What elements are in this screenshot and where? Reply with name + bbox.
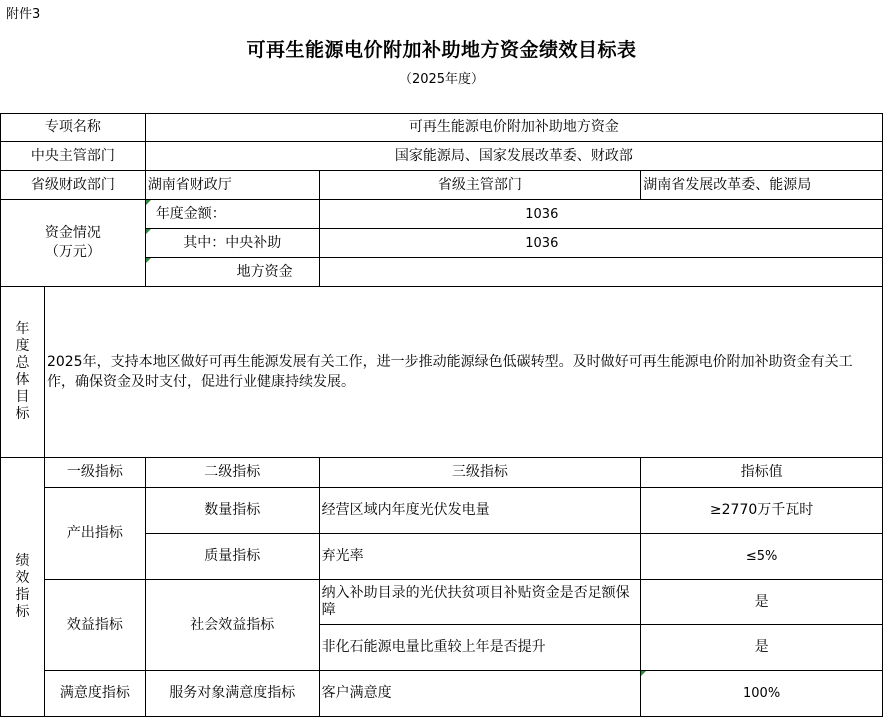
header-level1: 一级指标	[44, 458, 145, 488]
table-row	[1, 200, 883, 229]
prov-finance-value: 湖南省财政厅	[145, 171, 319, 200]
quantity-indicator-item: 经营区域内年度光伏发电量	[319, 488, 641, 534]
funds-label: 资金情况 （万元）	[1, 200, 146, 287]
project-name-label: 专项名称	[1, 114, 146, 142]
page-subtitle: （2025年度）	[398, 72, 485, 87]
header-level2: 二级指标	[145, 458, 319, 488]
quantity-indicator-value: ≥2770万千瓦时	[641, 488, 883, 534]
header-level3: 三级指标	[319, 458, 641, 488]
performance-target-table	[0, 113, 883, 717]
prov-finance-label: 省级财政部门	[1, 171, 146, 200]
indicators-label: 绩 效 指 标	[1, 458, 45, 717]
table-row	[1, 171, 883, 200]
benefit-indicator-label: 效益指标	[44, 580, 145, 671]
table-row	[1, 114, 883, 142]
table-row	[1, 671, 883, 717]
project-name-value: 可再生能源电价附加补助地方资金	[145, 114, 882, 142]
service-satisfaction-label: 服务对象满意度指标	[145, 671, 319, 717]
prov-dept-value: 湖南省发展改革委、能源局	[641, 171, 883, 200]
quality-indicator-label: 质量指标	[145, 534, 319, 580]
local-funds-value	[319, 258, 882, 287]
header-value: 指标值	[641, 458, 883, 488]
social-benefit-item-2: 非化石能源电量比重较上年是否提升	[319, 625, 641, 671]
table-row	[1, 488, 883, 534]
prov-dept-label: 省级主管部门	[319, 171, 641, 200]
annual-amount-label: 年度金额：	[145, 200, 319, 229]
social-benefit-label: 社会效益指标	[145, 580, 319, 671]
quantity-indicator-label: 数量指标	[145, 488, 319, 534]
social-benefit-item-1: 纳入补助目录的光伏扶贫项目补贴资金是否足额保障	[319, 580, 641, 625]
attachment-label: 附件3	[6, 7, 41, 22]
satisfaction-value: 100%	[641, 671, 883, 717]
annual-goal-text: 2025年，支持本地区做好可再生能源发展有关工作，进一步推动能源绿色低碳转型。及时做好可再生能源电价附加补助资金有关工作，确保资金及时支付，促进行业健康持续发展。	[44, 287, 882, 458]
quality-indicator-item: 弃光率	[319, 534, 641, 580]
table-row	[1, 142, 883, 171]
social-benefit-value-1: 是	[641, 580, 883, 625]
table-row	[1, 580, 883, 625]
central-dept-value: 国家能源局、国家发展改革委、财政部	[145, 142, 882, 171]
central-dept-label: 中央主管部门	[1, 142, 146, 171]
local-funds-label: 地方资金	[145, 258, 319, 287]
central-subsidy-label: 其中：中央补助	[145, 229, 319, 258]
satisfaction-item: 客户满意度	[319, 671, 641, 717]
output-indicator-label: 产出指标	[44, 488, 145, 580]
page-title: 可再生能源电价附加补助地方资金绩效目标表	[246, 39, 637, 61]
central-subsidy-value: 1036	[319, 229, 882, 258]
social-benefit-value-2: 是	[641, 625, 883, 671]
annual-amount-value: 1036	[319, 200, 882, 229]
table-row	[1, 458, 883, 488]
satisfaction-indicator-label: 满意度指标	[44, 671, 145, 717]
quality-indicator-value: ≤5%	[641, 534, 883, 580]
table-row	[1, 287, 883, 458]
annual-goal-label: 年 度 总 体 目 标	[1, 287, 45, 458]
